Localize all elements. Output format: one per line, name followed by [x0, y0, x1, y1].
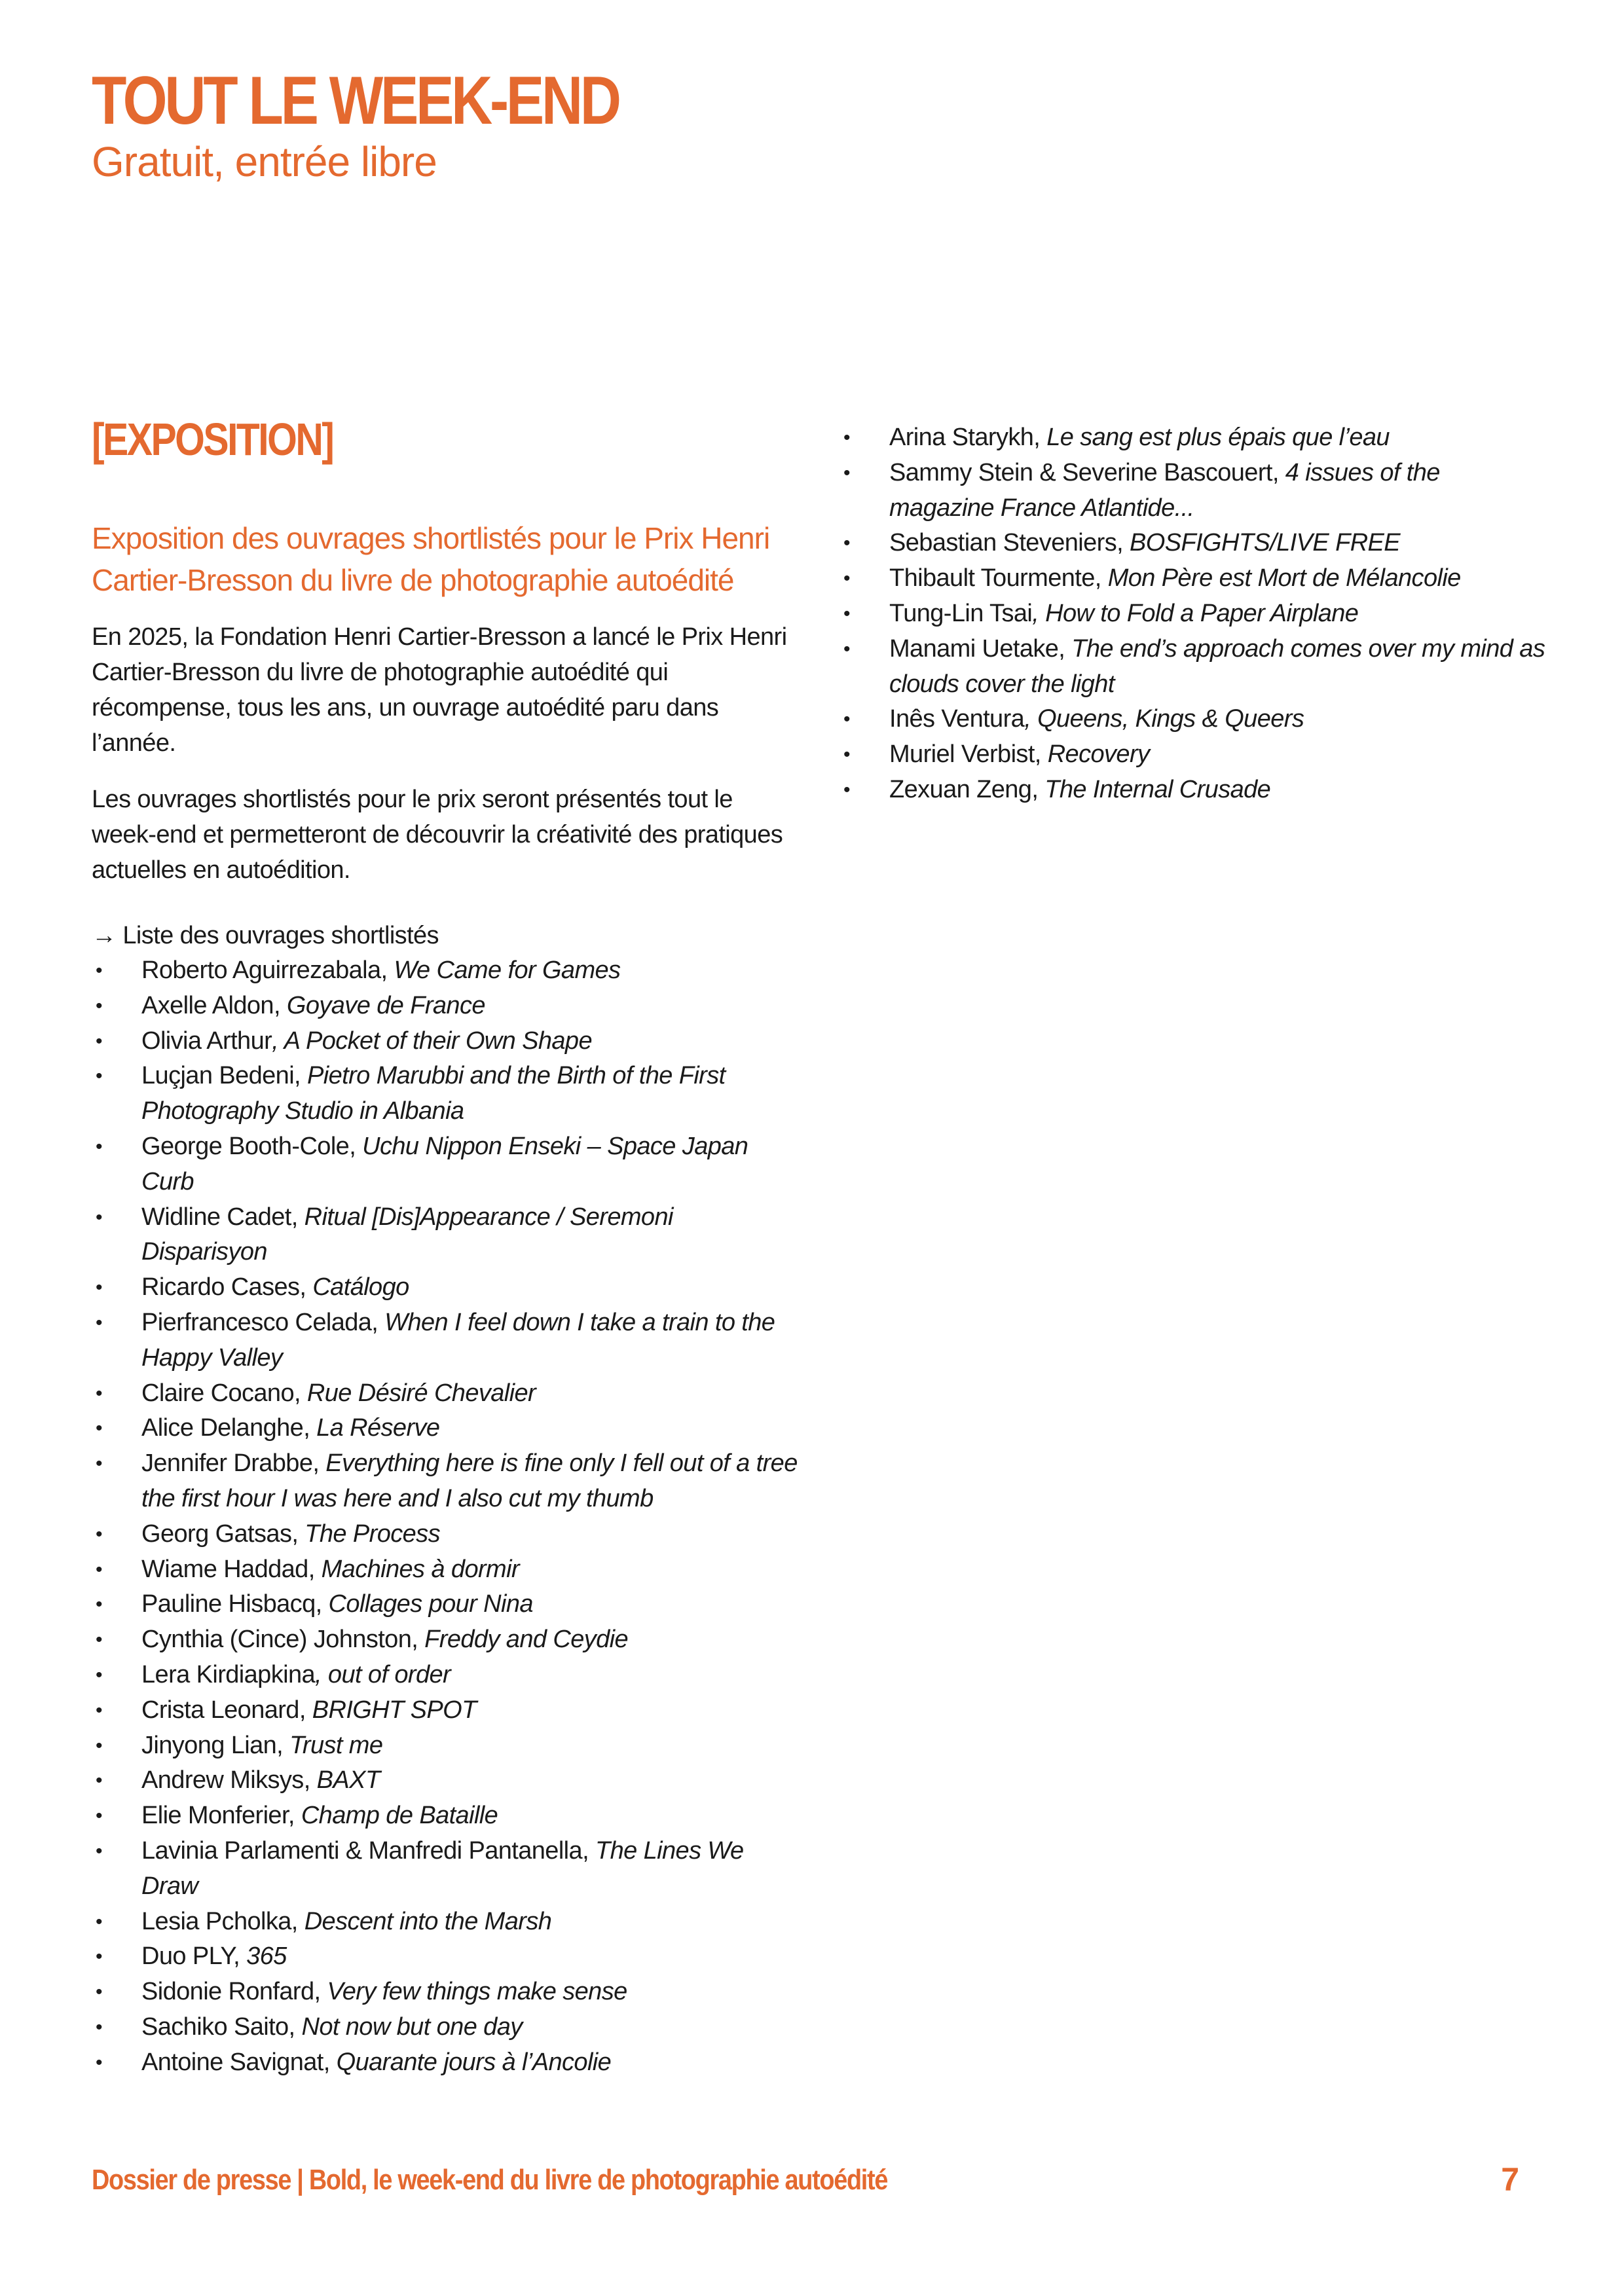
work-title: Mon Père est Mort de Mélancolie [1107, 564, 1461, 592]
work-author: Sidonie Ronfard, [141, 1978, 327, 2006]
left-column [92, 416, 799, 2081]
page-number: 7 [1501, 2161, 1519, 2198]
list-item [92, 1658, 799, 1693]
work-title: Trust me [289, 1731, 383, 1759]
work-author: Jinyong Lian, [141, 1731, 290, 1759]
list-item [840, 632, 1547, 702]
work-title: Freddy and Ceydie [424, 1626, 629, 1654]
list-item [840, 526, 1547, 561]
work-author: Axelle Aldon, [141, 991, 287, 1019]
list-item [92, 1411, 799, 1446]
work-author: Zexuan Zeng, [889, 775, 1045, 803]
work-title: Uchu Nippon Enseki – Space Japan Curb [141, 1132, 748, 1195]
bullet-icon: • [96, 960, 102, 981]
work-author: Arina Starykh, [889, 424, 1047, 451]
list-item [92, 1693, 799, 1728]
bullet-icon: • [96, 1417, 102, 1440]
list-item [840, 596, 1547, 632]
list-item [92, 1763, 799, 1798]
work-title: , A Pocket of their Own Shape [272, 1027, 592, 1055]
work-title: Very few things make sense [327, 1978, 627, 2006]
work-title: The Lines We Draw [141, 1836, 744, 1900]
list-item [840, 702, 1547, 737]
work-title: Champ de Bataille [301, 1802, 498, 1830]
work-author: Roberto Aguirrezabala, [141, 957, 394, 984]
work-author: Wiame Haddad, [141, 1555, 322, 1583]
list-item [92, 1975, 799, 2010]
work-title: BAXT [316, 1766, 380, 1795]
work-title: Rue Désiré Chevalier [306, 1379, 536, 1407]
list-item [92, 1059, 799, 1129]
list-item [92, 1305, 799, 1376]
bullet-icon: • [843, 708, 850, 731]
work-title: , How to Fold a Paper Airplane [1032, 599, 1359, 627]
list-item [92, 1552, 799, 1588]
work-title: , out of order [315, 1660, 451, 1688]
section-heading: Exposition des ouvrages shortlistés pour le Prix Henri Cartier-Bresson du livre de photographie autoédité [92, 521, 770, 597]
bullet-icon: • [96, 1030, 102, 1052]
description-paragraph: Les ouvrages shortlistés pour le prix seront présentés tout le week-end et permetteront de découvrir la créativité des pratiques actuelles en autoédition. [92, 786, 783, 884]
list-item [92, 1517, 799, 1552]
work-author: Georg Gatsas, [141, 1520, 305, 1548]
shortlist-left [92, 953, 799, 2081]
work-title: Machines à dormir [321, 1555, 519, 1583]
bullet-icon: • [843, 462, 850, 484]
bullet-icon: • [96, 1805, 102, 1827]
bullet-icon: • [843, 568, 850, 590]
footer-text: Dossier de presse | Bold, le week-end du livre de photographie autoédité [92, 2164, 888, 2196]
list-item [92, 1587, 799, 1622]
work-title: BOSFIGHTS/LIVE FREE [1130, 529, 1401, 557]
work-title: The end’s approach comes over my mind as clouds cover the light [889, 634, 1545, 698]
bullet-icon: • [96, 1629, 102, 1651]
work-author: Lesia Pcholka, [141, 1907, 304, 1935]
work-title: Recovery [1047, 740, 1150, 769]
work-title: La Réserve [316, 1414, 440, 1442]
list-item [840, 561, 1547, 596]
shortlist-heading [92, 918, 799, 953]
work-title: Not now but one day [301, 2013, 523, 2041]
work-author: Pauline Hisbacq, [141, 1590, 329, 1618]
work-title: Pietro Marubbi and the Birth of the First Photography Studio in Albania [141, 1062, 726, 1125]
list-item [840, 737, 1547, 773]
list-item [92, 1446, 799, 1517]
work-title: Collages pour Nina [328, 1590, 533, 1618]
list-item [92, 1129, 799, 1200]
list-item [92, 1200, 799, 1271]
work-author: Claire Cocano, [141, 1379, 307, 1407]
list-item [92, 1622, 799, 1658]
work-author: Inês Ventura [889, 705, 1025, 733]
work-title: Quarante jours à l’Ancolie [336, 2048, 612, 2076]
work-author: Muriel Verbist, [889, 740, 1048, 769]
bullet-icon: • [96, 1594, 102, 1616]
work-author: Andrew Miksys, [141, 1766, 317, 1795]
work-author: George Booth-Cole, [141, 1132, 363, 1160]
bullet-icon: • [96, 994, 102, 1017]
bullet-icon: • [843, 744, 850, 766]
work-author: Sachiko Saito, [141, 2013, 302, 2041]
list-item [92, 1939, 799, 1975]
bullet-icon: • [96, 1277, 102, 1299]
bullet-icon: • [96, 1135, 102, 1157]
right-column [840, 420, 1547, 808]
work-author: Alice Delanghe, [141, 1414, 317, 1442]
work-author: Duo PLY, [141, 1942, 247, 1971]
work-author: Tung-Lin Tsai [889, 599, 1033, 627]
page-subtitle: Gratuit, entrée libre [92, 138, 437, 185]
bullet-icon: • [96, 1453, 102, 1475]
page-title: TOUT LE WEEK-END [92, 63, 619, 139]
work-title: Descent into the Marsh [304, 1907, 552, 1935]
work-author: Luçjan Bedeni, [141, 1062, 307, 1090]
work-author: Cynthia (Cince) Johnston, [141, 1626, 425, 1654]
bullet-icon: • [96, 1946, 102, 1968]
bullet-icon: • [843, 778, 850, 801]
work-title: Catálogo [312, 1273, 409, 1302]
list-item [92, 1834, 799, 1904]
bullet-icon: • [96, 1382, 102, 1404]
work-title: Everything here is fine only I fell out of a tree the first hour I was here and I also cut my thumb [141, 1449, 798, 1512]
work-author: Antoine Savignat, [141, 2048, 337, 2076]
bullet-icon: • [96, 1840, 102, 1862]
work-author: Ricardo Cases, [141, 1273, 313, 1302]
work-author: Thibault Tourmente, [889, 564, 1108, 592]
work-author: Widline Cadet, [141, 1203, 304, 1231]
list-item [92, 2010, 799, 2045]
work-author: Pierfrancesco Celada, [141, 1308, 385, 1336]
list-item [840, 456, 1547, 526]
work-author: Jennifer Drabbe, [141, 1449, 326, 1478]
work-title: When I feel down I take a train to the Happy Valley [141, 1308, 775, 1372]
list-item [92, 1798, 799, 1834]
bullet-icon: • [96, 2016, 102, 2038]
bullet-icon: • [96, 1699, 102, 1721]
list-item [92, 1024, 799, 1059]
bullet-icon: • [96, 1065, 102, 1087]
bullet-icon: • [843, 602, 850, 625]
bullet-icon: • [96, 2051, 102, 2073]
work-author: Lera Kirdiapkina [141, 1660, 316, 1688]
work-title: BRIGHT SPOT [312, 1696, 477, 1724]
list-item [92, 2045, 799, 2081]
work-title: Le sang est plus épais que l’eau [1046, 424, 1390, 451]
list-item [92, 1270, 799, 1305]
work-title: The Internal Crusade [1044, 775, 1271, 803]
bullet-icon: • [96, 1664, 102, 1686]
bullet-icon: • [96, 1770, 102, 1792]
bullet-icon: • [843, 532, 850, 555]
shortlist-heading-label: Liste des ouvrages shortlistés [122, 922, 439, 949]
work-author: Olivia Arthur [141, 1027, 272, 1055]
work-title: 365 [246, 1942, 287, 1971]
work-title: Goyave de France [286, 991, 485, 1019]
bullet-icon: • [843, 427, 850, 448]
shortlist-right [840, 420, 1547, 808]
list-item [840, 420, 1547, 456]
list-item [92, 1904, 799, 1940]
intro-paragraph: En 2025, la Fondation Henri Cartier-Bresson a lancé le Prix Henri Cartier-Bresson du livre de photographie autoédité qui récompense, tous les ans, un ouvrage autoédité paru dans l’année. [92, 623, 787, 757]
work-title: 4 issues of the magazine France Atlantide... [889, 458, 1440, 522]
work-author: Crista Leonard, [141, 1696, 312, 1724]
list-item [92, 953, 799, 989]
bullet-icon: • [96, 1558, 102, 1580]
bullet-icon: • [843, 638, 850, 660]
work-title: Ritual [Dis]Appearance / Seremoni Disparisyon [141, 1203, 673, 1266]
list-item [840, 773, 1547, 808]
bullet-icon: • [96, 1206, 102, 1228]
work-author: Sebastian Steveniers, [889, 529, 1130, 557]
section-tag: [EXPOSITION] [92, 414, 333, 465]
work-title: , Queens, Kings & Queers [1024, 705, 1304, 733]
bullet-icon: • [96, 1910, 102, 1933]
list-item [92, 989, 799, 1024]
arrow-right-icon: → [92, 922, 117, 949]
work-author: Sammy Stein & Severine Bascouert, [889, 458, 1285, 486]
work-author: Manami Uetake, [889, 634, 1072, 663]
work-title: We Came for Games [394, 957, 621, 984]
bullet-icon: • [96, 1311, 102, 1334]
bullet-icon: • [96, 1981, 102, 2003]
bullet-icon: • [96, 1734, 102, 1757]
list-item [92, 1728, 799, 1764]
work-author: Elie Monferier, [141, 1802, 301, 1830]
work-title: The Process [304, 1520, 440, 1548]
work-author: Lavinia Parlamenti & Manfredi Pantanella, [141, 1836, 595, 1865]
list-item [92, 1376, 799, 1412]
bullet-icon: • [96, 1523, 102, 1545]
